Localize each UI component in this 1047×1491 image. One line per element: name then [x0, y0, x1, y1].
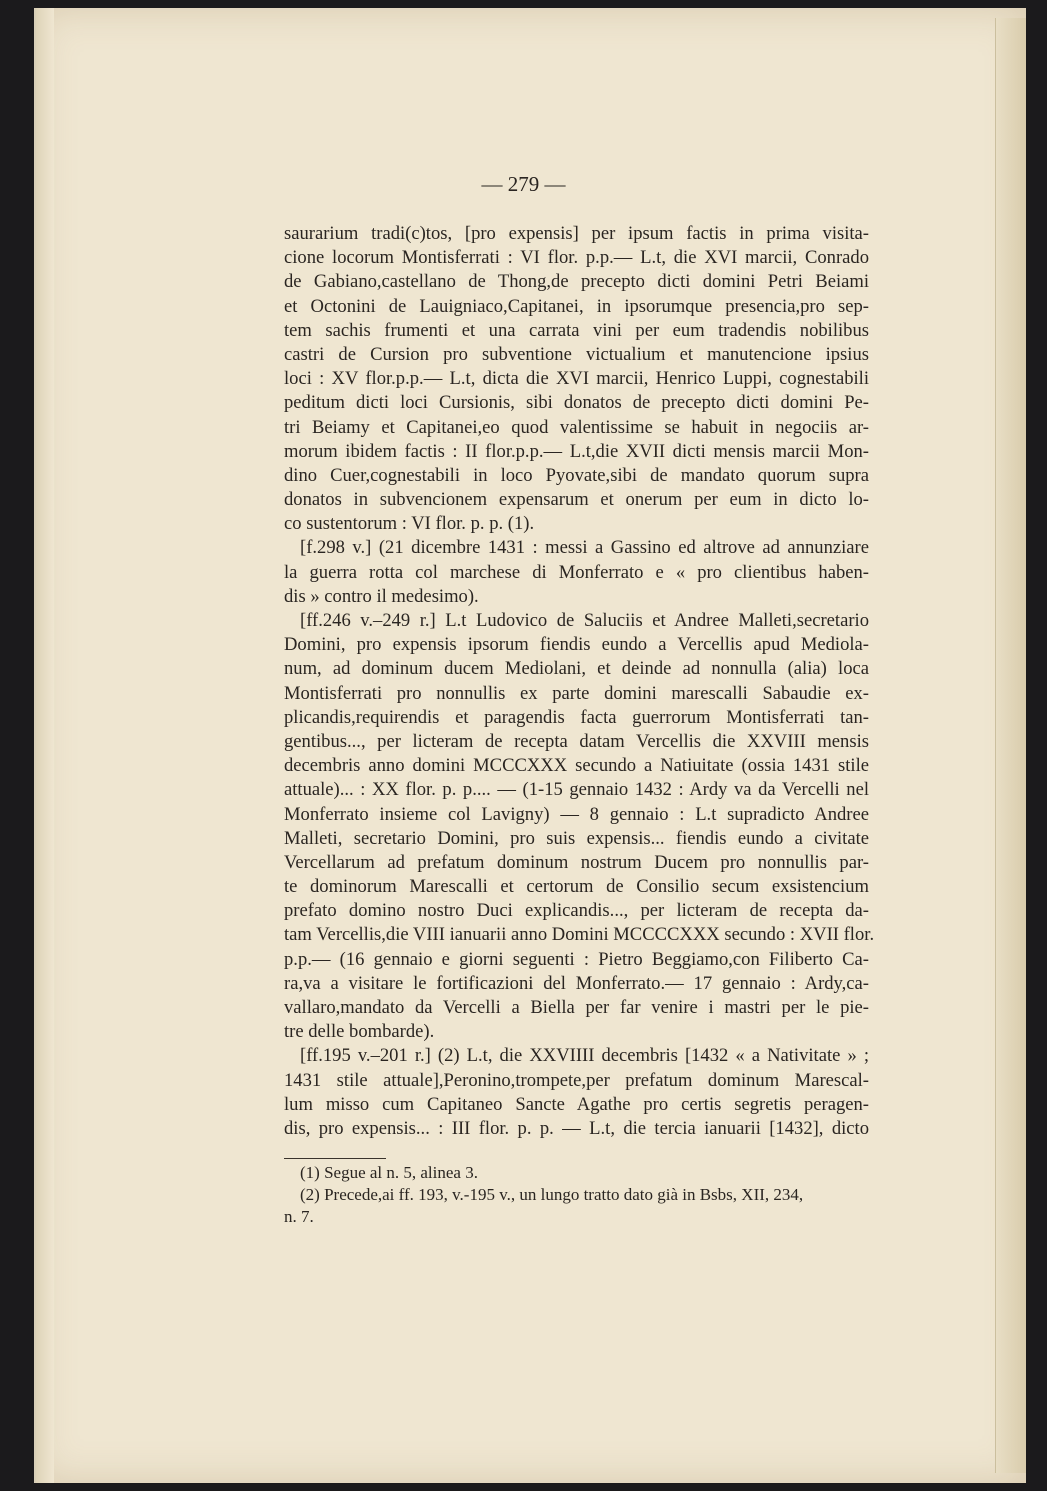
text-line: morum ibidem factis : II flor.p.p.— L.t,die XVII dicti mensis marcii Mon- — [284, 440, 869, 462]
text-line: Vercellarum ad prefatum dominum nostrum Ducem pro nonnullis par- — [284, 851, 869, 873]
text-line: p.p.— (16 gennaio e giorni seguenti : Pietro Beggiamo,con Filiberto Ca- — [284, 948, 869, 970]
text-line: tam Vercellis,die VIII ianuarii anno Domini MCCCCXXX secundo : XVII flor. — [284, 924, 875, 946]
footnote: (1) Segue al n. 5, alinea 3. — [300, 1163, 478, 1182]
text-line: [ff.195 v.–201 r.] (2) L.t, die XXVIIII decembris [1432 « a Nativitate » ; — [300, 1045, 869, 1067]
text-line: decembris anno domini MCCCXXX secundo a Natiuitate (ossia 1431 stile — [284, 755, 869, 777]
text-line: co sustentorum : VI flor. p. p. (1). — [284, 513, 535, 535]
text-line: dis » contro il medesimo). — [284, 585, 479, 607]
body-text — [284, 222, 875, 1141]
text-line: castri de Cursion pro subventione victualium et manutencione ipsius — [284, 343, 869, 365]
text-line: peditum dicti loci Cursionis, sibi donatos de precepto dicti domini Pe- — [284, 392, 869, 414]
text-line: te dominorum Marescalli et certorum de Consilio secum exsistencium — [284, 876, 869, 898]
footnote-rule — [284, 1158, 386, 1159]
page-number: — 279 — — [481, 172, 566, 196]
text-line: tre delle bombarde). — [284, 1021, 435, 1043]
text-line: vallaro,mandato da Vercelli a Biella per far venire i mastri per le pie- — [284, 997, 869, 1018]
text-line: prefato domino nostro Duci explicandis..., per licteram de recepta da- — [284, 900, 869, 922]
text-line: tri Beiamy et Capitanei,eo quod valentissime se habuit in negociis ar- — [284, 416, 869, 438]
text-line: plicandis,requirendis et paragendis facta guerrorum Montisferrati tan- — [284, 706, 869, 728]
text-line: tem sachis frumenti et una carrata vini per eum tradendis nobilibus — [284, 319, 869, 341]
text-line: et Octonini de Lauigniaco,Capitanei, in ipsorumque presencia,pro sep- — [284, 295, 869, 317]
text-line: 1431 stile attuale],Peronino,trompete,per prefatum dominum Marescal- — [284, 1069, 869, 1091]
text-line: [ff.246 v.–249 r.] L.t Ludovico de Saluciis et Andree Malleti,secretario — [300, 610, 869, 631]
text-line: Monferrato insieme col Lavigny) — 8 gennaio : L.t supradicto Andree — [284, 803, 869, 825]
footnote: n. 7. — [284, 1207, 314, 1226]
footnote: (2) Precede,ai ff. 193, v.-195 v., un lungo tratto dato già in Bsbs, XII, 234, — [300, 1185, 804, 1204]
text-line: donatos in subvencionem expensarum et onerum per eum in dicto lo- — [284, 489, 869, 511]
text-line: num, ad dominum ducem Mediolani, et deinde ad nonnulla (alia) loca — [284, 658, 869, 680]
text-line: [f.298 v.] (21 dicembre 1431 : messi a Gassino ed altrove ad annunziare — [300, 537, 869, 559]
text-line: saurarium tradi(c)tos, [pro expensis] per ipsum factis in prima visita- — [284, 223, 869, 244]
page-edge — [995, 18, 1026, 1473]
text-line: Malleti, secretario Domini, pro suis expensis... fiendis eundo a civitate — [284, 827, 869, 849]
text-line: la guerra rotta col marchese di Monferrato e « pro clientibus haben- — [284, 561, 869, 583]
text-line: cione locorum Montisferrati : VI flor. p.p.— L.t, die XVI marcii, Conrado — [284, 247, 869, 269]
text-line: dis, pro expensis... : III flor. p. p. — L.t, die tercia ianuarii [1432], dicto — [284, 1117, 869, 1139]
footnotes — [284, 1162, 869, 1228]
text-line: de Gabiano,castellano de Thong,de precepto dicti domini Petri Beiami — [284, 271, 869, 293]
text-line: loci : XV flor.p.p.— L.t, dicta die XVI marcii, Henrico Luppi, cognestabili — [284, 368, 869, 390]
text-line: gentibus..., per licteram de recepta datam Vercellis die XXVIII mensis — [284, 730, 869, 752]
text-line: lum misso cum Capitaneo Sancte Agathe pro certis segretis peragen- — [284, 1093, 869, 1115]
text-line: Montisferrati pro nonnullis ex parte domini marescalli Sabaudie ex- — [284, 682, 869, 704]
text-line: attuale)... : XX flor. p. p.... — (1-15 gennaio 1432 : Ardy va da Vercelli nel — [284, 779, 869, 801]
text-line: ra,va a visitare le fortificazioni del Monferrato.— 17 gennaio : Ardy,ca- — [284, 972, 869, 994]
page-gutter — [36, 8, 54, 1483]
text-line: dino Cuer,cognestabili in loco Pyovate,sibi de mandato quorum supra — [284, 464, 869, 486]
text-line: Domini, pro expensis ipsorum fiendis eundo a Vercellis apud Mediola- — [284, 634, 869, 656]
